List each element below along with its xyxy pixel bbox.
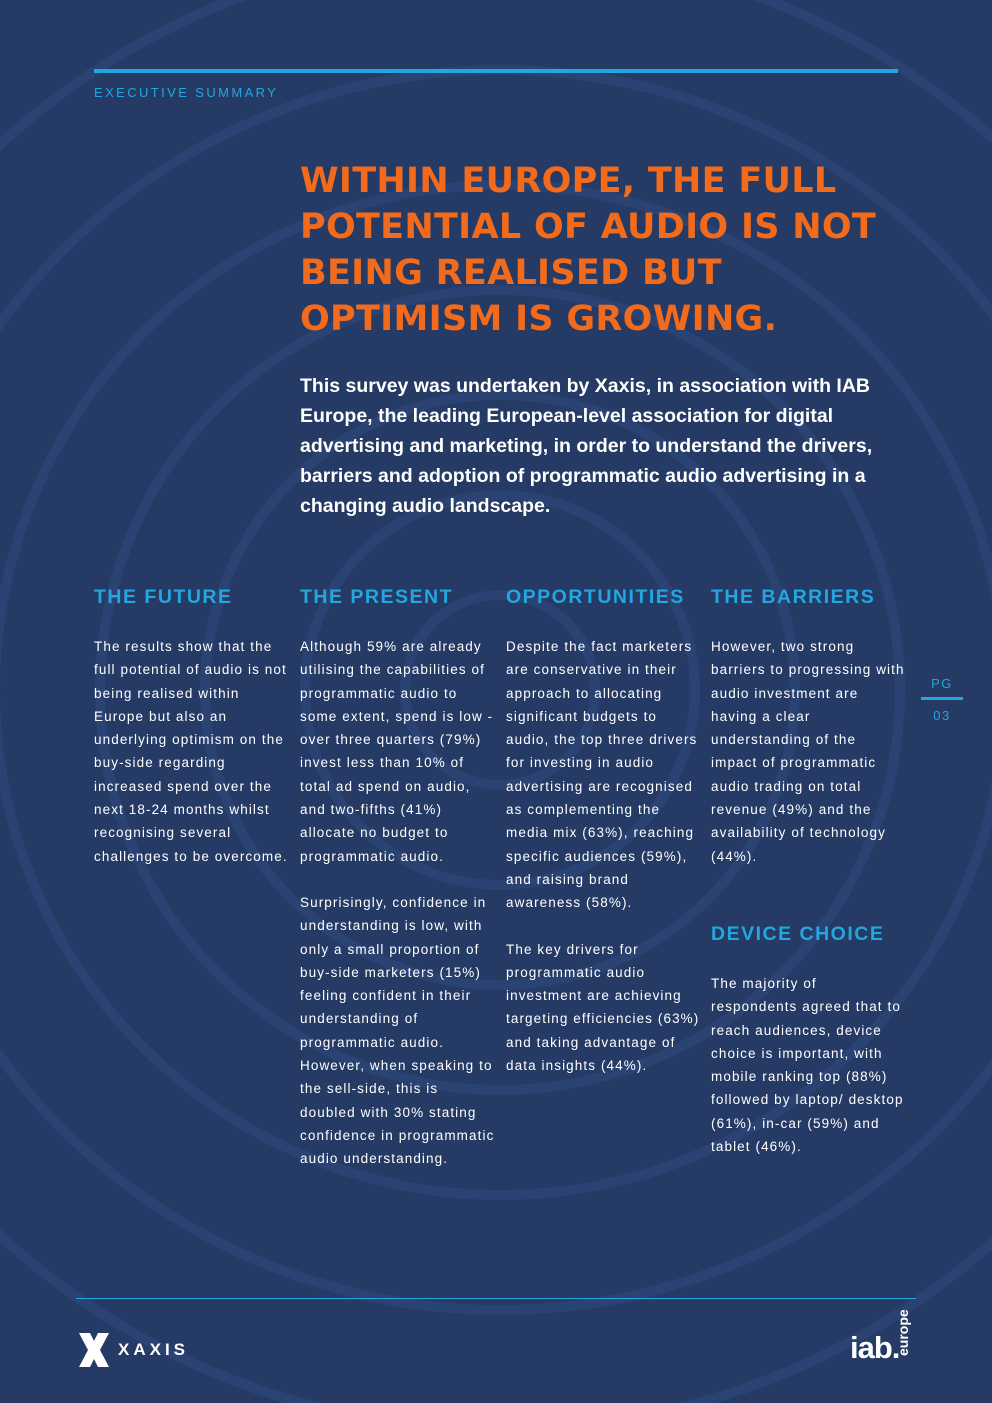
top-divider (94, 69, 898, 73)
page-number: 03 (933, 708, 951, 723)
column-opportunities (506, 585, 701, 1077)
column-title: DEVICE CHOICE (711, 923, 885, 945)
iab-europe-logo (846, 1308, 918, 1372)
xaxis-logo-text: XAXIS (118, 1340, 190, 1359)
section-label: EXECUTIVE SUMMARY (94, 85, 279, 100)
column-text: However, two strong barriers to progressing with audio investment are having a clear understanding of the impact of programmatic audio trading on total revenue (49%) and the availability of technology (44%). (711, 639, 905, 864)
column-text: The majority of respondents agreed that to reach audiences, device choice is important, with mobile ranking top (88%) followed by laptop/ desktop (61%), in-car (59%) and tablet (46%). (711, 976, 904, 1155)
page-indicator (921, 676, 963, 723)
xaxis-logo (76, 1330, 189, 1370)
column-text: Although 59% are already utilising the capabilities of programmatic audio to some extent, spend is low - over three quarters (79%) invest less than 10% of total ad spend on audio, and two-fifths (41%) allocate no budget to programmatic audio. (300, 639, 494, 864)
column-title: THE BARRIERS (711, 586, 876, 608)
xaxis-mark-icon (76, 1330, 112, 1370)
page-label: PG (931, 676, 953, 691)
column-future (94, 585, 289, 868)
column-text: The key drivers for programmatic audio investment are achieving targeting efficiencies (63%) and taking advantage of data insights (44%). (506, 941, 700, 1074)
column-barriers (711, 585, 906, 868)
iab-logo-subtext: europe (895, 1309, 911, 1356)
column-device-choice (711, 922, 906, 1158)
column-title: THE PRESENT (300, 586, 454, 608)
column-text: Surprisingly, confidence in understanding is low, with only a small proportion of buy-side marketers (15%) feeling confident in their understanding of programmatic audio. However, when speaking to the sell-side, this is doubled with 30% stating confidence in programmatic audio understanding. (300, 894, 495, 1167)
page-headline: WITHIN EUROPE, THE FULL POTENTIAL OF AUDIO IS NOT BEING REALISED BUT OPTIMISM IS GROWING. (300, 161, 877, 339)
column-title: THE FUTURE (94, 586, 233, 608)
footer-divider (76, 1298, 916, 1299)
column-title: OPPORTUNITIES (506, 586, 685, 608)
iab-logo-text: iab. (850, 1330, 900, 1365)
page-indicator-bar (921, 697, 963, 700)
column-text: Despite the fact marketers are conservative in their approach to allocating significant budgets to audio, the top three drivers for investing in audio advertising are recognised as complementing the media mix (63%), reaching specific audiences (59%), and raising brand awareness (58%). (506, 639, 698, 911)
column-text: The results show that the full potential of audio is not being realised within Europe but also an underlying optimism on the buy-side regarding increased spend over the next 18-24 months whilst recognising several challenges to be overcome. (94, 639, 288, 864)
column-present (300, 585, 495, 1171)
intro-paragraph: This survey was undertaken by Xaxis, in association with IAB Europe, the leading European-level association for digital advertising and marketing, in order to understand the drivers, barriers and adoption of programmatic audio advertising in a changing audio landscape. (300, 375, 873, 517)
